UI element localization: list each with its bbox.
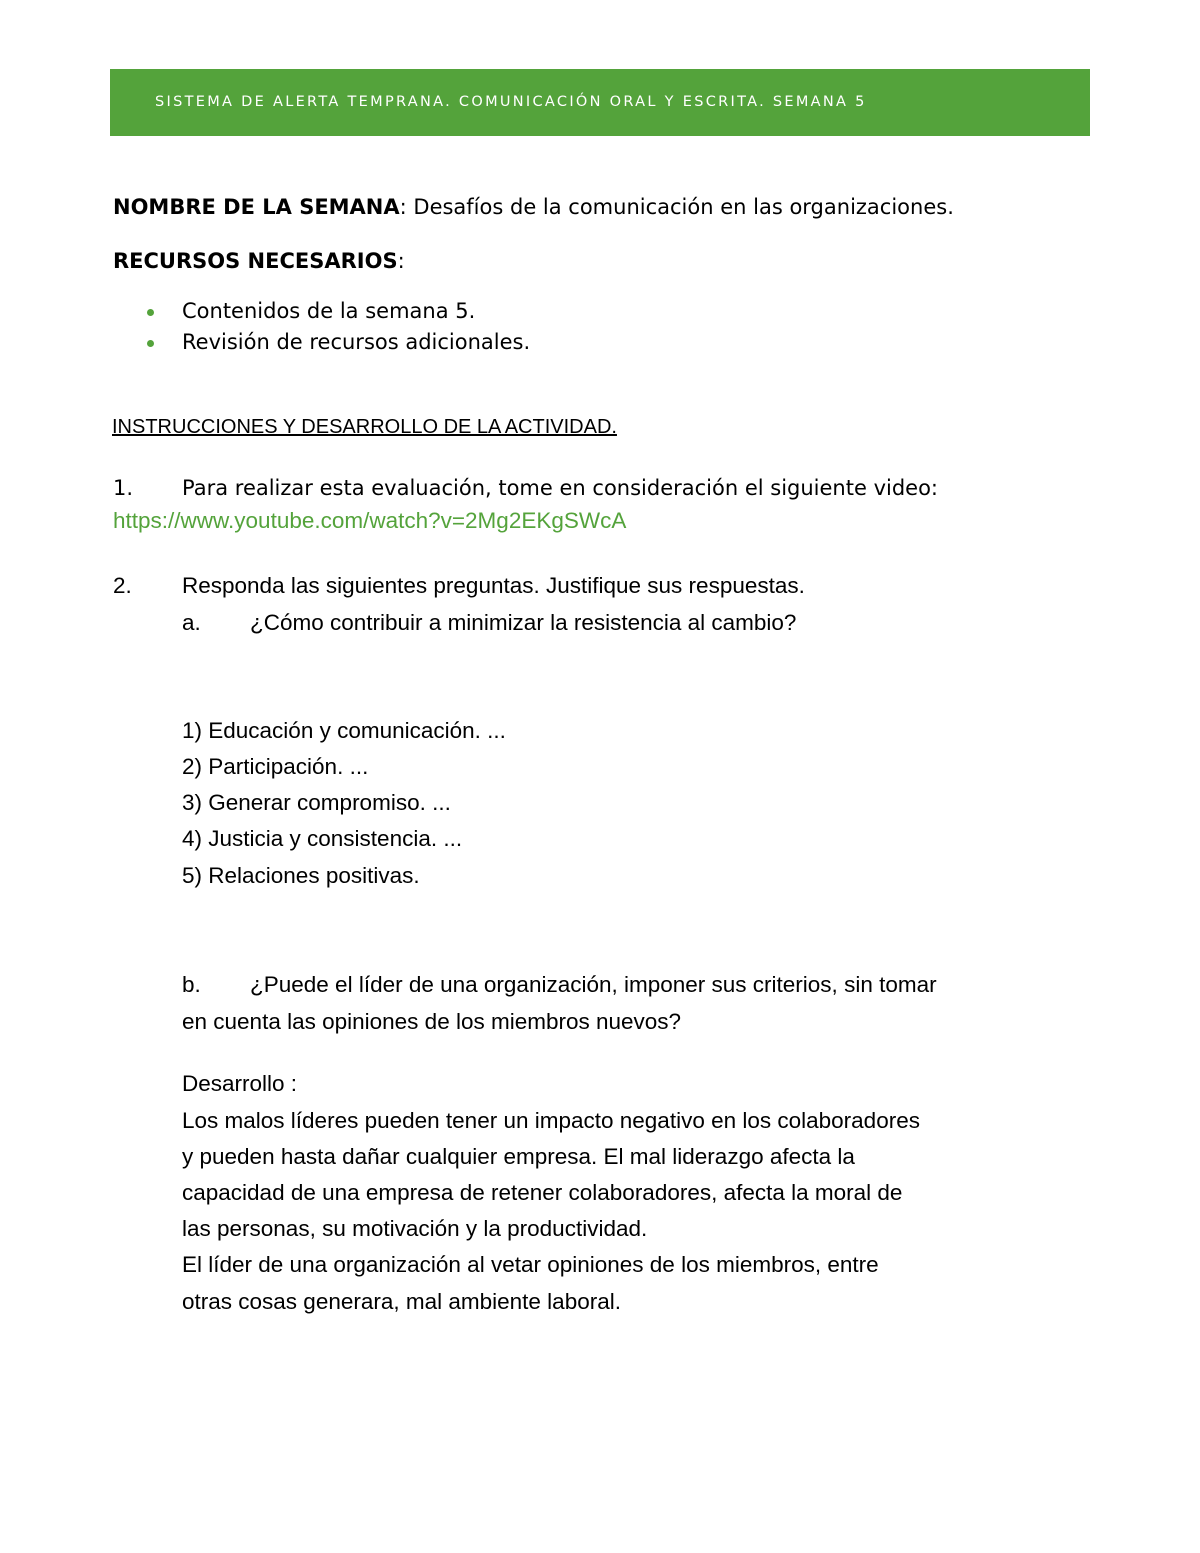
resources-separator: : — [397, 249, 405, 273]
bullet-icon — [147, 309, 154, 316]
resources-label: RECURSOS NECESARIOS — [113, 249, 398, 273]
video-link[interactable]: https://www.youtube.com/watch?v=2Mg2EKgSWcA — [113, 508, 627, 533]
instructions-heading: INSTRUCCIONES Y DESARROLLO DE LA ACTIVIDAD. — [112, 416, 617, 438]
resource-item: Revisión de recursos adicionales. — [182, 330, 531, 354]
question-b-letter: b. — [182, 972, 201, 997]
development-label: Desarrollo : — [182, 1071, 298, 1096]
development-line: otras cosas generara, mal ambiente laboral. — [182, 1289, 621, 1314]
development-line: capacidad de una empresa de retener colaboradores, afecta la moral de — [182, 1180, 903, 1205]
question-b-text-line2: en cuenta las opiniones de los miembros nuevos? — [182, 1009, 682, 1034]
answer-item: 3) Generar compromiso. ... — [182, 790, 451, 815]
question-a-letter: a. — [182, 610, 201, 635]
header-bar — [110, 69, 1090, 136]
answer-item: 2) Participación. ... — [182, 754, 369, 779]
step2-number: 2. — [113, 573, 132, 598]
step2-text: Responda las siguientes preguntas. Justifique sus respuestas. — [182, 573, 805, 598]
step1-number: 1. — [113, 476, 134, 500]
answer-item: 1) Educación y comunicación. ... — [182, 718, 506, 743]
week-name-label: NOMBRE DE LA SEMANA — [113, 195, 400, 219]
week-name-separator: : — [399, 195, 407, 219]
question-b-text-line1: ¿Puede el líder de una organización, imponer sus criterios, sin tomar — [250, 972, 937, 997]
step1-text: Para realizar esta evaluación, tome en consideración el siguiente video: — [182, 476, 939, 500]
week-name-value: Desafíos de la comunicación en las organizaciones. — [406, 195, 954, 219]
question-a-text: ¿Cómo contribuir a minimizar la resistencia al cambio? — [250, 610, 797, 635]
answer-item: 4) Justicia y consistencia. ... — [182, 826, 463, 851]
development-line: El líder de una organización al vetar opiniones de los miembros, entre — [182, 1252, 879, 1277]
week-name-line — [113, 195, 954, 219]
development-line: las personas, su motivación y la productividad. — [182, 1216, 648, 1241]
development-line: y pueden hasta dañar cualquier empresa. El mal liderazgo afecta la — [182, 1144, 855, 1169]
answer-item: 5) Relaciones positivas. — [182, 863, 420, 888]
header-title: SISTEMA DE ALERTA TEMPRANA. COMUNICACIÓN ORAL Y ESCRITA. SEMANA 5 — [155, 94, 867, 110]
bullet-icon — [147, 340, 154, 347]
resources-line — [113, 249, 405, 273]
resource-item: Contenidos de la semana 5. — [182, 299, 476, 323]
development-line: Los malos líderes pueden tener un impacto negativo en los colaboradores — [182, 1108, 920, 1133]
